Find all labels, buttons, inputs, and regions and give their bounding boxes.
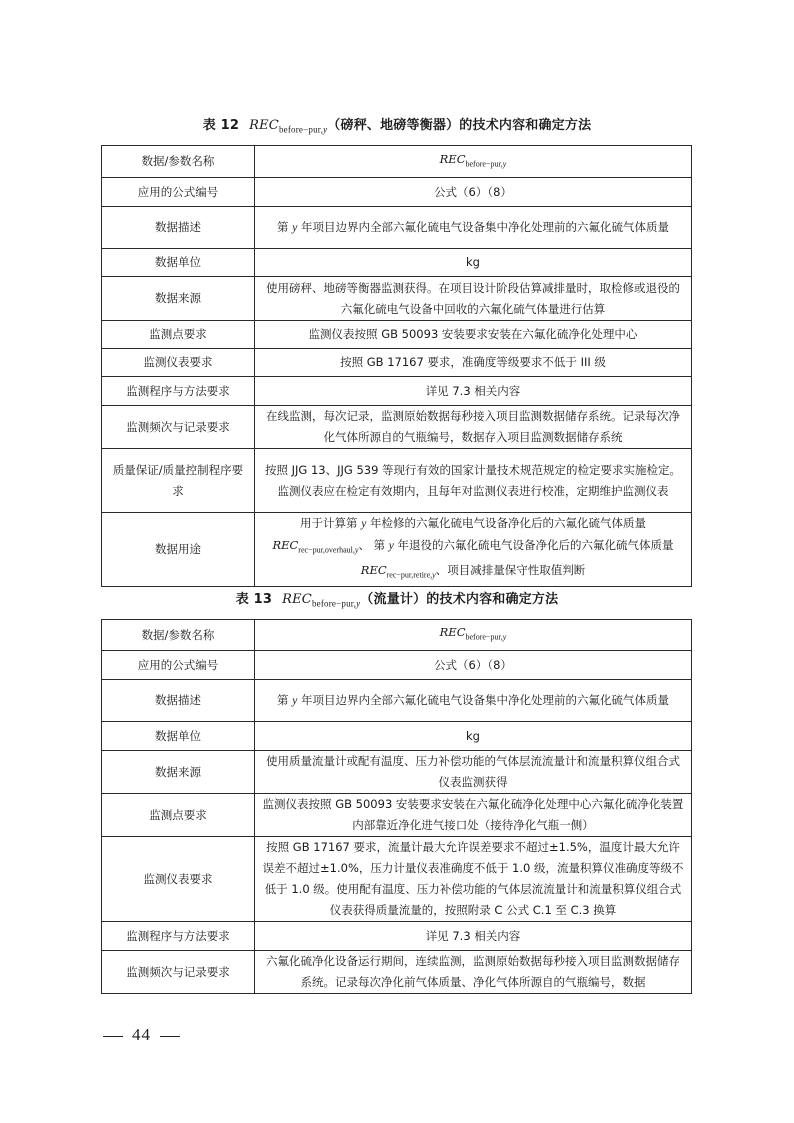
row-label: 应用的公式编号 xyxy=(102,651,255,680)
row-label: 监测仪表要求 xyxy=(102,837,255,922)
footer-dash-right xyxy=(160,1036,180,1037)
table-row xyxy=(102,406,692,449)
row-label: 监测点要求 xyxy=(102,794,255,837)
caption-title: （流量计）的技术内容和确定方法 xyxy=(360,592,559,607)
table-row xyxy=(102,513,692,587)
row-value: 按照 GB 17167 要求，流量计最大允许误差要求不超过±1.5%，温度计最大允许误差不超过±1.0%，压力计量仪表准确度不低于 1.0 级，流量积算仪准确度等级不低于 1.0 级。使用配有温度、压力补偿功能的气体层流流量计和流量积算仪组合式仪表获得质量流量的，按照附录 C 公式 C.1 至 C.3 换算 xyxy=(255,837,692,922)
row-label: 数据描述 xyxy=(102,680,255,722)
row-value: 第 y 年项目边界内全部六氟化硫电气设备集中净化处理前的六氟化硫气体质量 xyxy=(255,680,692,722)
table-number: 表 12 xyxy=(202,118,240,133)
row-value: $REC_{before-pur,y}$ xyxy=(255,146,692,178)
row-value: 监测仪表按照 GB 50093 安装要求安装在六氟化硫净化处理中心六氟化硫净化装置内部靠近净化进气接口处（接待净化气瓶一侧） xyxy=(255,794,692,837)
table-row xyxy=(102,277,692,321)
caption-symbol: $REC_{before-pur,y}$ xyxy=(249,118,328,135)
table-row xyxy=(102,951,692,994)
row-value: $REC_{before-pur,y}$ xyxy=(255,620,692,651)
row-label: 监测频次与记录要求 xyxy=(102,951,255,994)
row-value: 监测仪表按照 GB 50093 安装要求安装在六氟化硫净化处理中心 xyxy=(255,321,692,349)
row-value: 六氟化硫净化设备运行期间，连续监测，监测原始数据每秒接入项目监测数据储存系统。记录每次净化前气体质量、净化气体所源自的气瓶编号，数据 xyxy=(255,951,692,994)
row-value: 在线监测，每次记录，监测原始数据每秒接入项目监测数据储存系统。记录每次净化气体所源自的气瓶编号，数据存入项目监测数据储存系统 xyxy=(255,406,692,449)
caption-symbol: $REC_{before-pur,y}$ xyxy=(282,592,361,609)
table-row xyxy=(102,722,692,751)
row-label: 监测程序与方法要求 xyxy=(102,377,255,406)
row-label: 监测频次与记录要求 xyxy=(102,406,255,449)
table-row xyxy=(102,922,692,951)
table-12-caption xyxy=(0,114,794,135)
row-value: 使用磅秤、地磅等衡器监测获得。在项目设计阶段估算减排量时，取检修或退役的六氟化硫电气设备中回收的六氟化硫气体量进行估算 xyxy=(255,277,692,321)
table-13-caption xyxy=(0,588,794,609)
row-label: 数据/参数名称 xyxy=(102,146,255,178)
row-label: 监测程序与方法要求 xyxy=(102,922,255,951)
table-row xyxy=(102,620,692,651)
row-value: kg xyxy=(255,249,692,277)
row-label: 数据单位 xyxy=(102,249,255,277)
table-row xyxy=(102,146,692,178)
row-label: 监测点要求 xyxy=(102,321,255,349)
row-label: 应用的公式编号 xyxy=(102,178,255,207)
table-number: 表 13 xyxy=(235,592,273,607)
row-label: 数据/参数名称 xyxy=(102,620,255,651)
table-row xyxy=(102,837,692,922)
row-value: 按照 GB 17167 要求，准确度等级要求不低于 III 级 xyxy=(255,349,692,377)
table-row xyxy=(102,794,692,837)
row-label: 数据来源 xyxy=(102,277,255,321)
table-row xyxy=(102,377,692,406)
row-label: 数据用途 xyxy=(102,513,255,587)
row-value: 使用质量流量计或配有温度、压力补偿功能的气体层流流量计和流量积算仪组合式仪表监测获得 xyxy=(255,751,692,794)
table-row xyxy=(102,321,692,349)
table-row xyxy=(102,178,692,207)
footer-dash-left xyxy=(103,1036,123,1037)
row-value: 按照 JJG 13、JJG 539 等现行有效的国家计量技术规范规定的检定要求实施检定。监测仪表应在检定有效期内，且每年对监测仪表进行校准，定期维护监测仪表 xyxy=(255,449,692,513)
row-value: 公式（6）（8） xyxy=(255,178,692,207)
row-label: 数据来源 xyxy=(102,751,255,794)
caption-title: （磅秤、地磅等衡器）的技术内容和确定方法 xyxy=(327,118,592,133)
table-12 xyxy=(101,145,692,587)
row-label: 数据单位 xyxy=(102,722,255,751)
row-value: 用于计算第 y 年检修的六氟化硫电气设备净化后的六氟化硫气体质量 $REC_{rec-pur,overhaul,y}$、 第 y 年退役的六氟化硫电气设备净化后的六氟化硫气体质量$REC_{rec-pur,retire,y}$、项目减排量保守性取值判断 xyxy=(255,513,692,587)
table-row xyxy=(102,249,692,277)
row-value: 公式（6）（8） xyxy=(255,651,692,680)
row-value: kg xyxy=(255,722,692,751)
row-label: 质量保证/质量控制程序要求 xyxy=(102,449,255,513)
table-row xyxy=(102,207,692,249)
row-value: 详见 7.3 相关内容 xyxy=(255,922,692,951)
page-footer xyxy=(103,1025,180,1045)
row-label: 数据描述 xyxy=(102,207,255,249)
page-number: 44 xyxy=(132,1025,151,1044)
table-row xyxy=(102,349,692,377)
row-label: 监测仪表要求 xyxy=(102,349,255,377)
table-row xyxy=(102,751,692,794)
row-value: 详见 7.3 相关内容 xyxy=(255,377,692,406)
table-row xyxy=(102,449,692,513)
row-value: 第 y 年项目边界内全部六氟化硫电气设备集中净化处理前的六氟化硫气体质量 xyxy=(255,207,692,249)
table-13 xyxy=(101,619,692,994)
table-row xyxy=(102,651,692,680)
table-row xyxy=(102,680,692,722)
